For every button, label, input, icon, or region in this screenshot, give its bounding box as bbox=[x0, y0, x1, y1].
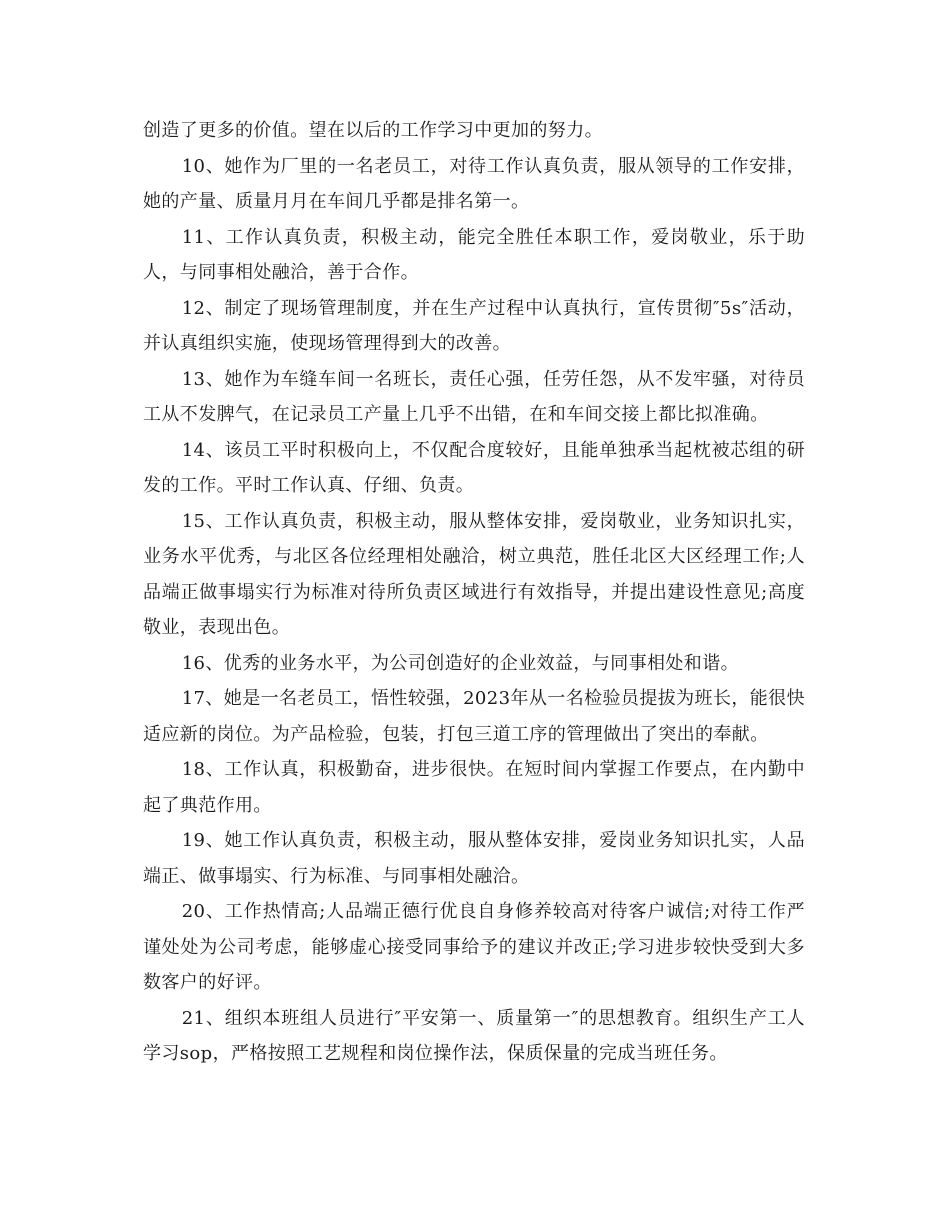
paragraph-item-10: 10、她作为厂里的一名老员工，对待工作认真负责，服从领导的工作安排，她的产量、质量月月在车间几乎都是排名第一。 bbox=[143, 155, 805, 212]
paragraph-item-18: 18、工作认真，积极勤奋，进步很快。在短时间内掌握工作要点，在内勤中起了典范作用。 bbox=[143, 759, 805, 816]
paragraph-item-21: 21、组织本班组人员进行″平安第一、质量第一″的思想教育。组织生产工人学习sop，严格按照工艺规程和岗位操作法，保质保量的完成当班任务。 bbox=[143, 1007, 805, 1064]
document-body bbox=[143, 113, 805, 1072]
paragraph-item-11: 11、工作认真负责，积极主动，能完全胜任本职工作，爱岗敬业，乐于助人，与同事相处融洽，善于合作。 bbox=[143, 226, 805, 283]
paragraph-item-15: 15、工作认真负责，积极主动，服从整体安排，爱岗敬业，业务知识扎实，业务水平优秀，与北区各位经理相处融洽，树立典范，胜任北区大区经理工作;人品端正做事塌实行为标准对待所负责区域进行有效指导，并提出建设性意见;高度敬业，表现出色。 bbox=[143, 510, 805, 638]
paragraph-item-19: 19、她工作认真负责，积极主动，服从整体安排，爱岗业务知识扎实，人品端正、做事塌实、行为标准、与同事相处融洽。 bbox=[143, 830, 805, 887]
paragraph-item-12: 12、制定了现场管理制度，并在生产过程中认真执行，宣传贯彻″5s″活动，并认真组织实施，使现场管理得到大的改善。 bbox=[143, 297, 805, 354]
paragraph-item-17: 17、她是一名老员工，悟性较强，2023年从一名检验员提拔为班长，能很快适应新的岗位。为产品检验，包装，打包三道工序的管理做出了突出的奉献。 bbox=[143, 688, 805, 745]
paragraph-item-20: 20、工作热情高;人品端正德行优良自身修养较高对待客户诚信;对待工作严谨处处为公司考虑，能够虚心接受同事给予的建议并改正;学习进步较快受到大多数客户的好评。 bbox=[143, 901, 805, 993]
paragraph-continuation: 创造了更多的价值。望在以后的工作学习中更加的努力。 bbox=[143, 120, 603, 141]
paragraph-item-16: 16、优秀的业务水平，为公司创造好的企业效益，与同事相处和谐。 bbox=[181, 652, 739, 674]
paragraph-item-14: 14、该员工平时积极向上，不仅配合度较好，且能单独承当起枕被芯组的研发的工作。平时工作认真、仔细、负责。 bbox=[143, 439, 805, 496]
paragraph-item-13: 13、她作为车缝车间一名班长，责任心强，任劳任怨，从不发牢骚，对待员工从不发脾气，在记录员工产量上几乎不出错，在和车间交接上都比拟准确。 bbox=[143, 368, 805, 425]
